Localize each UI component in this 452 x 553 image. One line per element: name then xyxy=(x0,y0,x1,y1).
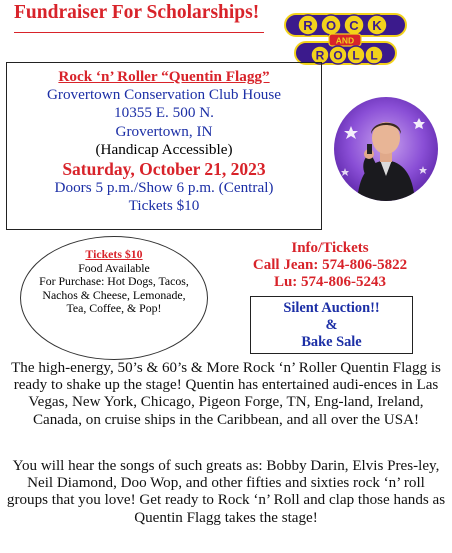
auction-line1: Silent Auction!! xyxy=(283,300,380,316)
auction-box xyxy=(250,296,413,354)
svg-text:L: L xyxy=(352,48,360,63)
rock-and-roll-logo xyxy=(283,6,408,68)
svg-text:R: R xyxy=(315,48,325,63)
auction-line3: Bake Sale xyxy=(301,334,362,350)
food-list: For Purchase: Hot Dogs, Tacos, Nachos & Cheese, Lemonade, Tea, Coffee, & Pop! xyxy=(39,274,189,316)
svg-text:O: O xyxy=(333,48,343,63)
title-underline xyxy=(14,32,264,33)
event-times: Doors 5 p.m./Show 6 p.m. (Central) xyxy=(54,179,274,197)
event-city: Grovertown, IN xyxy=(115,122,213,140)
food-tickets: Tickets $10 xyxy=(85,247,143,261)
svg-text:L: L xyxy=(370,48,378,63)
event-details-box xyxy=(6,62,322,230)
event-street: 10355 E. 500 N. xyxy=(114,104,214,122)
food-available: Food Available xyxy=(78,260,150,275)
event-tickets: Tickets $10 xyxy=(128,197,200,215)
svg-text:C: C xyxy=(349,18,359,33)
svg-text:R: R xyxy=(303,18,313,33)
body-paragraph-1: The high-energy, 50’s & 60’s & More Rock ‘n’ Roller Quentin Flagg is ready to shake up the stage! Quentin has entertained audi-ences in Las Vegas, New York, Chicago, Pigeon Forge, TN, Eng-land, Ireland, Canada, on cruise ships in the Caribbean, and all over the USA! xyxy=(11,360,441,428)
page-title: Fundraiser For Scholarships! xyxy=(14,2,260,23)
food-info-ellipse xyxy=(20,236,208,360)
performer-photo xyxy=(333,96,439,202)
info-heading: Info/Tickets xyxy=(291,240,369,256)
event-venue: Grovertown Conservation Club House xyxy=(46,86,282,104)
info-call-jean: Call Jean: 574-806-5822 xyxy=(252,257,408,273)
event-accessibility: (Handicap Accessible) xyxy=(95,140,233,158)
svg-text:AND: AND xyxy=(335,35,355,46)
svg-text:K: K xyxy=(372,18,382,33)
info-tickets xyxy=(234,240,426,291)
auction-ampersand: & xyxy=(325,317,338,333)
body-paragraph-2: You will hear the songs of such greats as: Bobby Darin, Elvis Pres-ley, Neil Diamond, Doo Wop, and other fifties and sixties rock ‘n’ roll groups that you love! Get ready to Rock ‘n’ Roll and clap those hands as Quentin Flagg takes the stage! xyxy=(6,458,446,526)
info-call-lu: Lu: 574-806-5243 xyxy=(273,274,387,290)
event-title: Rock ‘n’ Roller “Quentin Flagg” xyxy=(58,68,270,85)
event-date: Saturday, October 21, 2023 xyxy=(62,159,266,180)
svg-text:O: O xyxy=(325,18,337,33)
